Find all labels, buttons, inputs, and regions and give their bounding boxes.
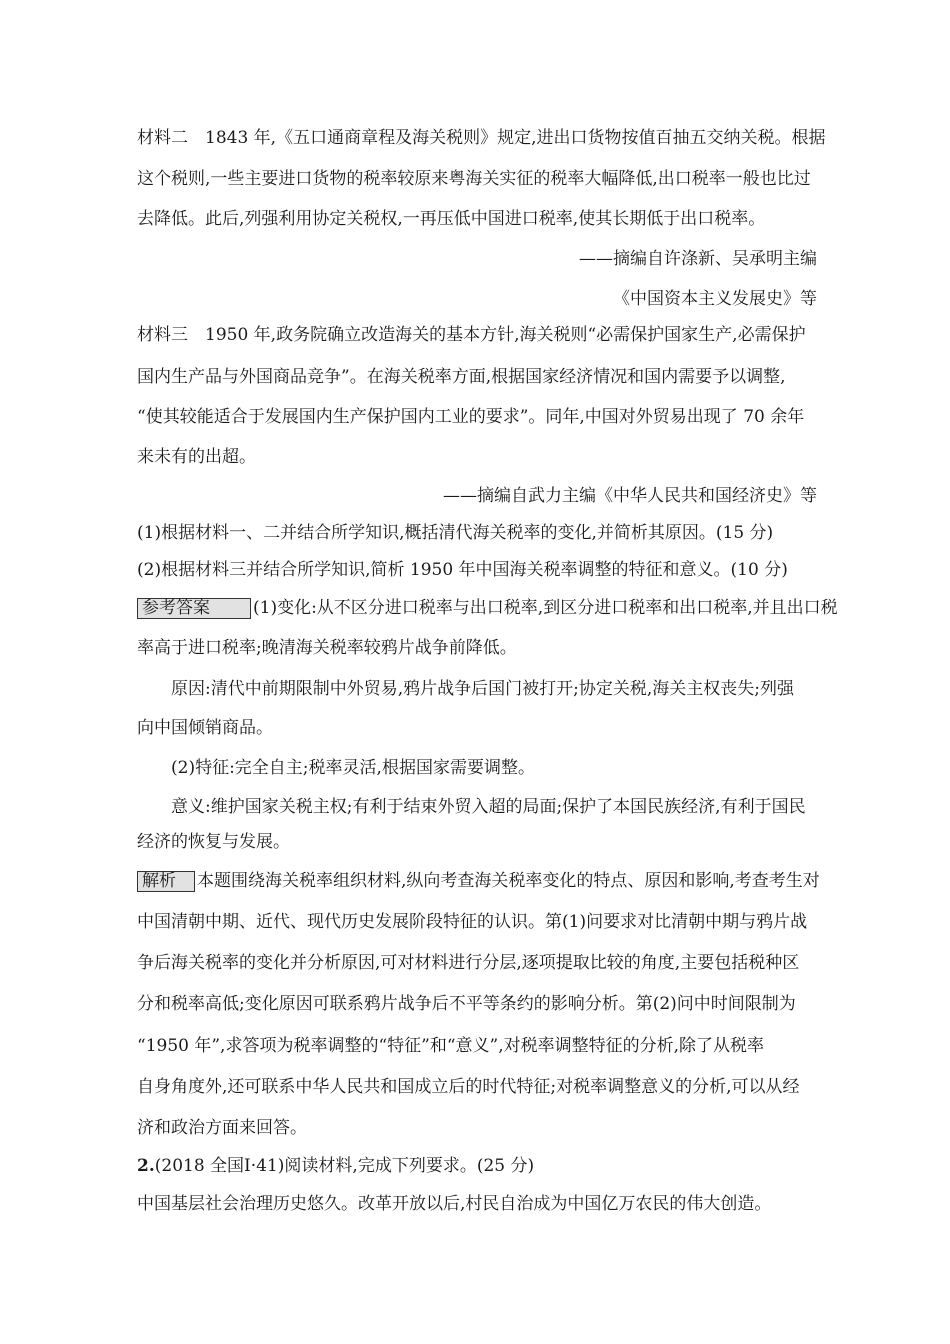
question-2-intro: 中国基层社会治理历史悠久。改革开放以后,村民自治成为中国亿万农民的伟大创造。 bbox=[137, 1194, 772, 1214]
answer-line-2: 率高于进口税率;晚清海关税率较鸦片战争前降低。 bbox=[137, 638, 517, 658]
question-2-source: (2018 全国Ⅰ·41)阅读材料,完成下列要求。(25 分) bbox=[154, 1156, 535, 1176]
material2-source-1: ——摘编自许涤新、吴承明主编 bbox=[579, 249, 817, 269]
material2-source-2: 《中国资本主义发展史》等 bbox=[613, 289, 817, 309]
answer-text-1: (1)变化:从不区分进口税率与出口税率,到区分进口税率和出口税率,并且出口税 bbox=[253, 598, 838, 618]
question-number: 2. bbox=[137, 1156, 155, 1176]
material3-line-1: 材料三 1950 年,政务院确立改造海关的基本方针,海关税则“必需保护国家生产,必需保护 bbox=[137, 325, 806, 345]
material3-line-3: “使其较能适合于发展国内生产保护国内工业的要求”。同年,中国对外贸易出现了 70 余年 bbox=[137, 407, 805, 427]
material2-line-2: 这个税则,一些主要进口货物的税率较原来粤海关实征的税率大幅降低,出口税率一般也比过 bbox=[137, 169, 811, 189]
analysis-line-1 bbox=[137, 870, 820, 892]
question-2-header bbox=[137, 1155, 817, 1177]
analysis-line-4: 分和税率高低;变化原因可联系鸦片战争后不平等条约的影响分析。第(2)问中时间限制为 bbox=[137, 994, 796, 1014]
analysis-line-6: 自身角度外,还可联系中华人民共和国成立后的时代特征;对税率调整意义的分析,可以从经 bbox=[137, 1077, 800, 1097]
answer-meaning-2: 经济的恢复与发展。 bbox=[137, 832, 290, 852]
answer-feature: (2)特征:完全自主;税率灵活,根据国家需要调整。 bbox=[171, 758, 535, 778]
analysis-label: 解析 bbox=[137, 871, 195, 892]
answer-line-1 bbox=[137, 597, 838, 619]
material3-source: ——摘编自武力主编《中华人民共和国经济史》等 bbox=[443, 486, 817, 506]
question-2: (2)根据材料三并结合所学知识,简析 1950 年中国海关税率调整的特征和意义。(10 分) bbox=[137, 560, 788, 580]
material2-line-1: 材料二 1843 年,《五口通商章程及海关税则》规定,进出口货物按值百抽五交纳关税。根据 bbox=[137, 128, 826, 148]
material3-line-2: 国内生产品与外国商品竞争”。在海关税率方面,根据国家经济情况和国内需要予以调整, bbox=[137, 367, 786, 387]
question-1: (1)根据材料一、二并结合所学知识,概括清代海关税率的变化,并简析其原因。(15 分) bbox=[137, 523, 774, 543]
material3-line-4: 来未有的出超。 bbox=[137, 447, 256, 467]
analysis-line-7: 济和政治方面来回答。 bbox=[137, 1118, 307, 1138]
answer-meaning-1: 意义:维护国家关税主权;有利于结束外贸入超的局面;保护了本国民族经济,有利于国民 bbox=[171, 797, 806, 817]
analysis-text-1: 本题围绕海关税率组织材料,纵向考查海关税率变化的特点、原因和影响,考查考生对 bbox=[197, 871, 820, 891]
analysis-line-3: 争后海关税率的变化并分析原因,可对材料进行分层,逐项提取比较的角度,主要包括税种区 bbox=[137, 953, 800, 973]
analysis-line-2: 中国清朝中期、近代、现代历史发展阶段特征的认识。第(1)问要求对比清朝中期与鸦片战 bbox=[137, 912, 808, 932]
answer-label: 参考答案 bbox=[137, 598, 251, 619]
answer-reason-1: 原因:清代中前期限制中外贸易,鸦片战争后国门被打开;协定关税,海关主权丧失;列强 bbox=[171, 679, 794, 699]
material2-line-3: 去降低。此后,列强利用协定关税权,一再压低中国进口税率,使其长期低于出口税率。 bbox=[137, 209, 766, 229]
analysis-line-5: “1950 年”,求答项为税率调整的“特征”和“意义”,对税率调整特征的分析,除了从税率 bbox=[137, 1036, 765, 1056]
answer-reason-2: 向中国倾销商品。 bbox=[137, 718, 273, 738]
